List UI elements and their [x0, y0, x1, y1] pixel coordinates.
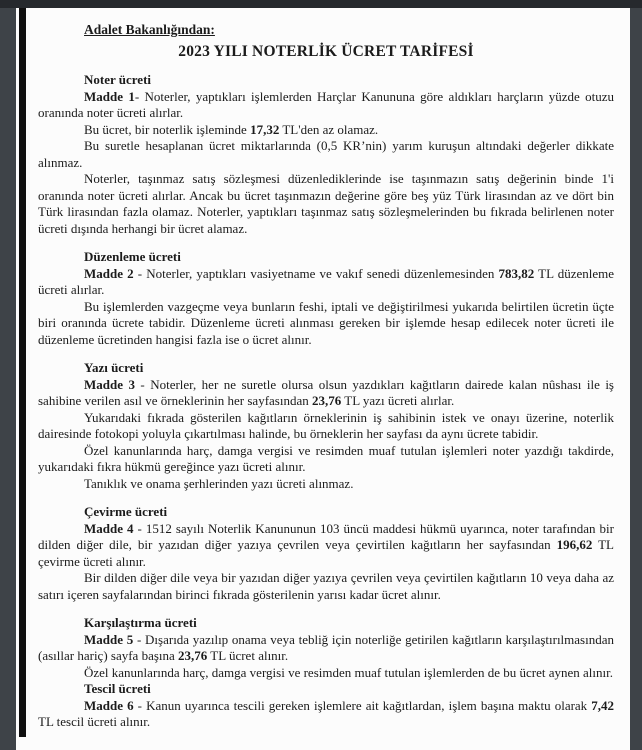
bold-text-segment: Madde 1: [84, 88, 135, 104]
text-segment: Özel kanunlarında harç, damga vergisi ve resimden muaf tutulan işlemleri noter yazdığı takdirde, yukarıdaki fıkra hükmü gereğince yazı ücreti alınır.: [38, 442, 614, 474]
paragraph: [38, 377, 614, 410]
bold-text-segment: 783,82: [498, 265, 535, 281]
text-segment: Yukarıdaki fıkrada gösterilen kağıtların örneklerinin iş sahibinin istek ve onayı üzerine, noterlik dairesinde fotokopi yoluyla çıkartılması halinde, bu örneklerin her sayfası da aynı ücrete tabidir.: [38, 409, 614, 441]
text-segment: TL tescil ücreti alınır.: [38, 714, 151, 729]
paragraph: [38, 410, 614, 443]
text-segment: - 1512 sayılı Noterlik Kanununun 103 üncü maddesi hükmü uyarınca, noter tarafından bir dilden diğer dile, bir yazıdan diğer yazıya çevrilen veya çevirtilen kağıtların her sayfasından: [38, 520, 614, 552]
paragraph: [38, 122, 614, 139]
paragraph: [38, 89, 614, 122]
bold-text-segment: Madde 5: [84, 631, 134, 647]
bold-text-segment: Madde 3: [84, 376, 135, 392]
text-segment: Bu ücret, bir noterlik işleminde: [84, 121, 251, 137]
paragraph: [38, 665, 614, 682]
section-heading: Düzenleme ücreti: [84, 249, 181, 264]
top-bar: [0, 0, 642, 8]
bold-text-segment: Madde 2: [84, 265, 134, 281]
bold-text-segment: 7,42: [591, 697, 615, 713]
bold-text-segment: Madde 4: [84, 520, 134, 536]
text-segment: TL çevirme ücreti alınır.: [38, 537, 614, 569]
paragraph: [38, 299, 614, 349]
section-heading: Karşılaştırma ücreti: [84, 615, 197, 630]
bold-text-segment: Madde 6: [84, 697, 134, 713]
paragraph: [38, 443, 614, 476]
text-segment: Özel kanunlarında harç, damga vergisi ve resimden muaf tutulan işlemlerden de bu ücret aynen alınır.: [84, 664, 613, 680]
document-content: [16, 8, 630, 731]
document-page: [16, 8, 630, 750]
paragraph: [38, 698, 614, 731]
bold-text-segment: 17,32: [250, 121, 280, 137]
text-segment: - Kanun uyarınca tescili gereken işlemlere ait kağıtlardan, işlem başına maktu olarak: [133, 697, 592, 713]
paragraph: [38, 171, 614, 237]
section-heading: Noter ücreti: [84, 72, 152, 87]
paragraph: [38, 632, 614, 665]
paragraph: [38, 570, 614, 603]
text-segment: Bu suretle hesaplanan ücret miktarlarında (0,5 KR’nin) yarım kuruşun altındaki değerler dikkate alınmaz.: [38, 138, 614, 170]
text-segment: TL düzenleme ücreti alırlar.: [38, 265, 614, 297]
bold-text-segment: 23,76: [312, 393, 342, 408]
bold-text-segment: 23,76: [178, 648, 208, 663]
issuer-line: Adalet Bakanlığından:: [84, 22, 215, 37]
section-heading: Tescil ücreti: [84, 681, 151, 696]
text-segment: TL'den az olamaz.: [279, 121, 379, 137]
text-segment: - Noterler, yaptıkları işlemlerden Harçlar Kanununa göre aldıkları harçların yüzde otuzu oranında noter ücreti alırlar.: [38, 88, 614, 120]
text-segment: - Noterler, yaptıkları vasiyetname ve vakıf senedi düzenlemesinden: [133, 265, 499, 281]
text-segment: TL yazı ücreti alırlar.: [341, 393, 455, 408]
paragraph: [38, 138, 614, 171]
paragraph: [38, 521, 614, 571]
section-heading: Çevirme ücreti: [84, 504, 168, 519]
text-segment: Bir dilden diğer dile veya bir yazıdan diğer yazıya çevrilen veya çevirtilen kağıtların 10 veya daha az satırı içeren sayfalarından birinci fıkrada gösterilenin yarısı kadar ücret alınır.: [38, 570, 614, 602]
text-segment: Noterler, taşınmaz satış sözleşmesi düzenlediklerinde ise taşınmazın satış değerinin binde 1'i oranında noter ücreti alırlar. Ancak bu ücret taşınmazın değerine göre beş yüz Türk lirasından az ve dört bin Türk lirasından fazla olamaz. Noterler, yaptıkları taşınmaz satış sözleşmelerinden bu fıkrada belirlenen noter ücreti dışında herhangi bir ücret alamaz.: [38, 171, 614, 236]
text-segment: Bu işlemlerden vazgeçme veya bunların feshi, iptali ve değiştirilmesi yukarıda belirtilen ücretin üçte biri oranında ücrete tabidir. Düzenleme ücreti alınması gereken bir işlemde hesap edilecek noter ücreti ile düzenleme ücretinden hangisi fazla ise o ücret alınır.: [38, 298, 614, 347]
section-heading: Yazı ücreti: [84, 360, 144, 375]
document-body: [38, 72, 614, 731]
text-segment: TL ücret alınır.: [207, 648, 289, 663]
bold-text-segment: 196,62: [556, 537, 593, 552]
text-segment: Tanıklık ve onama şerhlerinden yazı ücreti alınmaz.: [84, 475, 354, 491]
document-title: 2023 YILI NOTERLİK ÜCRET TARİFESİ: [178, 43, 474, 60]
paragraph: [38, 266, 614, 299]
text-segment: - Noterler, her ne suretle olursa olsun yazdıkları kağıtların dairede kalan nûshası ile iş sahibine verilen asıl ve örneklerinin her sayfasından: [38, 376, 614, 408]
paragraph: [38, 476, 614, 493]
text-segment: - Dışarıda yazılıp onama veya tebliğ için noterliğe getirilen kağıtların karşılaştırılmasından (asıllar hariç) sayfa başına: [38, 631, 614, 663]
